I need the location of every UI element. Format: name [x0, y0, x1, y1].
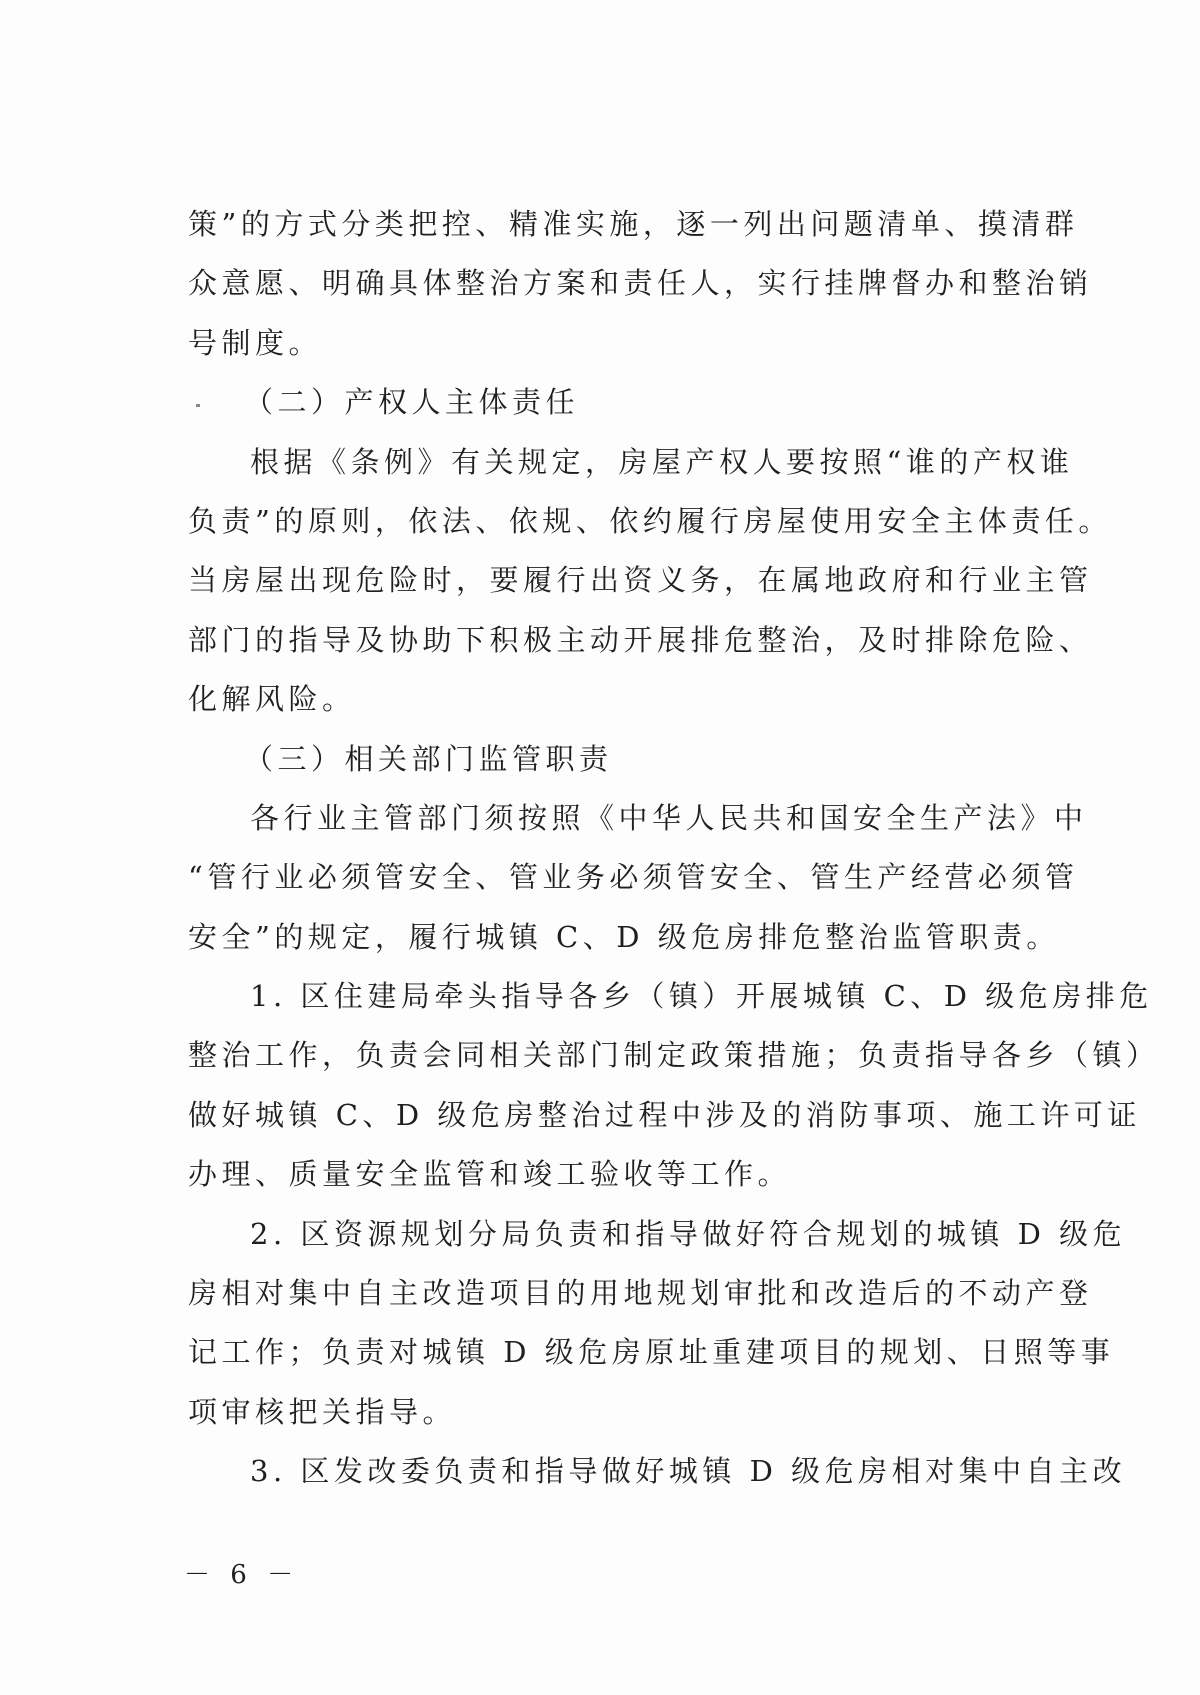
text-line: 2. 区资源规划分局负责和指导做好符合规划的城镇 D 级危 — [250, 1216, 1127, 1251]
body-text — [188, 195, 1160, 1502]
text-line: 1. 区住建局牵头指导各乡（镇）开展城镇 C、D 级危房排危 — [250, 979, 1153, 1014]
text-line: 根据《条例》有关规定，房屋产权人要按照“谁的产权谁 — [250, 444, 1074, 479]
text-line: 众意愿、明确具体整治方案和责任人，实行挂牌督办和整治销 — [188, 266, 1093, 301]
text-line: 部门的指导及协助下积极主动开展排危整治，及时排除危险、 — [188, 622, 1093, 657]
text-line: 整治工作，负责会同相关部门制定政策措施；负责指导各乡（镇） — [188, 1038, 1160, 1073]
text-line: 策”的方式分类把控、精准实施，逐一列出问题清单、摸清群 — [188, 207, 1079, 241]
text-line: 办理、质量安全监管和竣工验收等工作。 — [188, 1157, 792, 1192]
text-line: 各行业主管部门须按照《中华人民共和国安全生产法》中 — [250, 800, 1088, 835]
section-heading: （三）相关部门监管职责 — [244, 741, 613, 776]
text-line: 记工作；负责对城镇 D 级危房原址重建项目的规划、日照等事 — [188, 1335, 1115, 1370]
text-line: 做好城镇 C、D 级危房整治过程中涉及的消防事项、施工许可证 — [188, 1097, 1141, 1132]
text-line: 号制度。 — [188, 325, 323, 360]
text-line: 负责”的原则，依法、依规、依约履行房屋使用安全主体责任。 — [188, 503, 1112, 538]
text-line: “管行业必须管安全、管业务必须管安全、管生产经营必须管 — [188, 860, 1079, 895]
text-line: 3. 区发改委负责和指导做好城镇 D 级危房相对集中自主改 — [250, 1454, 1127, 1489]
text-line: 安全”的规定，履行城镇 C、D 级危房排危整治监管职责。 — [188, 919, 1060, 954]
text-line: 当房屋出现危险时，要履行出资义务，在属地政府和行业主管 — [188, 563, 1093, 598]
text-line: 项审核把关指导。 — [188, 1394, 457, 1429]
page-number: － 6 － — [184, 1560, 300, 1590]
text-line: 化解风险。 — [188, 682, 356, 717]
text-line: 房相对集中自主改造项目的用地规划审批和改造后的不动产登 — [188, 1276, 1093, 1311]
section-heading: （二）产权人主体责任 — [244, 385, 580, 420]
